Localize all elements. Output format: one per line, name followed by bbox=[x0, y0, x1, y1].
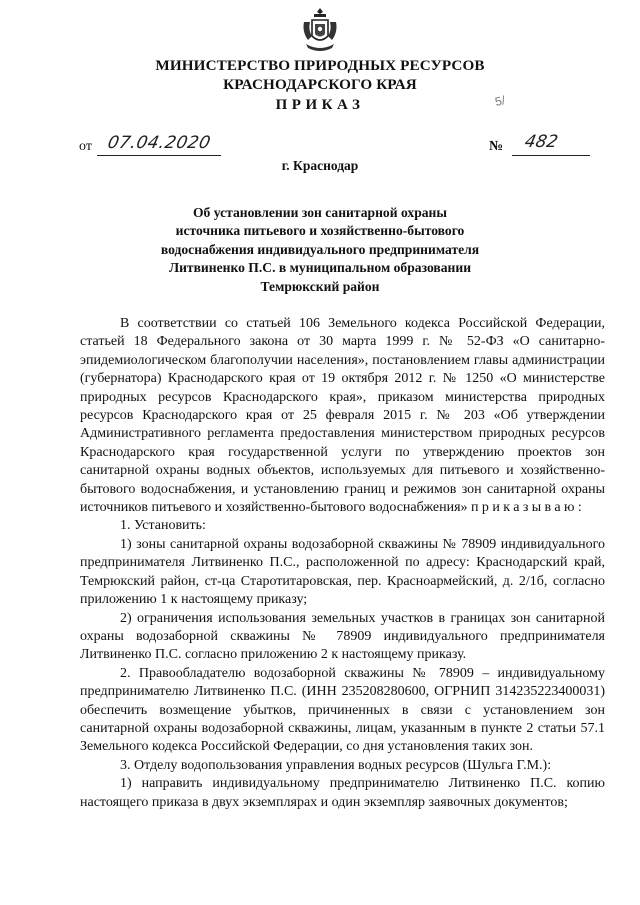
order-word: приказываю: bbox=[471, 500, 586, 516]
item-3-1: 1) направить индивидуальному предпринимателю Литвиненко П.С. копию настоящего приказа в двух экземплярах и один экземпляр заявочных документов; bbox=[80, 776, 605, 810]
item-3: 3. Отделу водопользования управления водных ресурсов (Шульга Г.М.): bbox=[120, 757, 552, 773]
item-2: 2. Правообладателю водозаборной скважины № 78909 – индивидуальному предпринимателю Литвиненко П.С. (ИНН 235208280600, ОГРНИП 314235223400031) обеспечить возмещение убытков, причиненных в связи с установлением зон санитарной охраны водозаборной скважины, лицам, указанным в пункте 2 статьи 57.1 Земельного кодекса Российской Федерации, со дня установления таких зон. bbox=[80, 665, 605, 755]
subject-line: водоснабжения индивидуального предпринимателя bbox=[160, 241, 480, 257]
coat-of-arms-icon bbox=[300, 6, 340, 54]
preamble-paragraph bbox=[80, 315, 605, 517]
preamble-text: В соответствии со статьей 106 Земельного кодекса Российской Федерации, статьей 18 Федерального закона от 30 марта 1999 г. № 52-ФЗ «О санитарно-эпидемиологическом благополучии населения», постановлением главы администрации (губернатора) Краснодарского края от 19 октября 2012 г. № 1250 «О министерстве природных ресурсов Краснодарского края», приказом министерства природных ресурсов Краснодарского края от 25 февраля 2015 г. № 203 «Об утверждении Административного регламента предоставления министерством природных ресурсов Краснодарского края государственной услуги по утверждению проектов зон санитарной охраны водных объектов, используемых для питьевого и хозяйственно-бытового водоснабжения, и установлению границ и режимов зон санитарной охраны источников питьевого и хозяйственно-бытового водоснабжения» bbox=[80, 316, 605, 516]
city: г. Краснодар bbox=[281, 158, 359, 173]
order-body bbox=[80, 315, 605, 812]
order-subject bbox=[150, 204, 490, 296]
item-1-1: 1) зоны санитарной охраны водозаборной скважины № 78909 индивидуального предпринимателя Литвиненко П.С., расположенной по адресу: Краснодарский край, Темрюкский район, ст-ца Старотитаровская, пер. Красноармейский, д. 2/1б, согласно приложению 1 к настоящему приказу; bbox=[80, 536, 605, 608]
ministry-header bbox=[0, 56, 640, 94]
subject-line: источника питьевого и хозяйственно-бытового bbox=[175, 223, 465, 239]
order-title: ПРИКАЗ bbox=[275, 97, 365, 113]
ministry-name-line2: КРАСНОДАРСКОГО КРАЯ bbox=[223, 76, 417, 93]
date-underline bbox=[97, 155, 221, 156]
subject-line: Литвиненко П.С. в муниципальном образовании bbox=[168, 260, 472, 276]
number-underline bbox=[512, 155, 590, 156]
number-prefix: № bbox=[489, 139, 504, 154]
item-1: 1. Установить: bbox=[120, 518, 206, 534]
order-date: 07.04.2020 bbox=[105, 133, 213, 153]
subject-line: Темрюкский район bbox=[260, 278, 380, 294]
subject-line: Об установлении зон санитарной охраны bbox=[192, 205, 448, 220]
order-number: 482 bbox=[522, 132, 560, 152]
registration-mark: 5/ bbox=[493, 93, 507, 109]
ministry-name-line1: МИНИСТЕРСТВО ПРИРОДНЫХ РЕСУРСОВ bbox=[155, 57, 485, 74]
item-1-2: 2) ограничения использования земельных участков в границах зон санитарной охраны водозаборной скважины № 78909 индивидуального предпринимателя Литвиненко П.С. согласно приложению 2 к настоящему приказу. bbox=[80, 610, 605, 663]
date-prefix: от bbox=[79, 139, 92, 154]
